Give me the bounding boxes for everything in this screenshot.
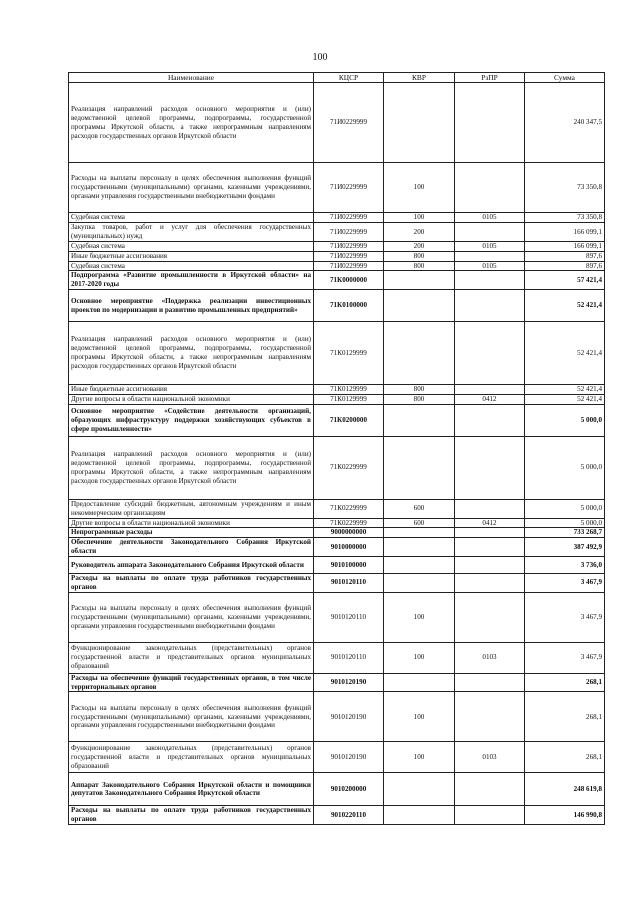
row-kcsr-cell: 71И0229999 <box>314 241 384 251</box>
row-kvr-cell: 200 <box>384 241 455 251</box>
column-header-kcsr: КЦСР <box>314 73 384 83</box>
row-sum-cell: 248 619,8 <box>525 773 605 806</box>
row-kvr-cell <box>384 436 455 499</box>
row-kcsr-cell: 9010120110 <box>314 592 384 642</box>
row-rzpr-cell <box>455 806 525 825</box>
row-sum-cell: 52 421,4 <box>525 385 605 395</box>
row-name-cell: Расходы на выплаты персоналу в целях обеспечения выполнения функций государственными (муниципальными) органами, казенными учреждениями, органами управления государственными внебюджетными фондами <box>69 163 314 213</box>
table-row <box>69 436 605 499</box>
row-name-cell: Другие вопросы в области национальной экономики <box>69 518 314 528</box>
row-kcsr-cell: 9010000000 <box>314 538 384 557</box>
row-name-cell: Закупка товаров, работ и услуг для обеспечения государственных (муниципальных) нужд <box>69 223 314 242</box>
table-row <box>69 538 605 557</box>
table-row <box>69 499 605 518</box>
column-header-rzpr: РзПР <box>455 73 525 83</box>
row-rzpr-cell: 0103 <box>455 742 525 773</box>
table-row <box>69 642 605 673</box>
row-kvr-cell <box>384 271 455 290</box>
table-row <box>69 404 605 436</box>
row-kcsr-cell: 71И0229999 <box>314 213 384 223</box>
row-kvr-cell: 600 <box>384 499 455 518</box>
row-sum-cell: 3 467,9 <box>525 592 605 642</box>
table-row <box>69 557 605 574</box>
table-row <box>69 806 605 825</box>
row-name-cell: Расходы на обеспечение функций государственных органов, в том числе территориальных органов <box>69 673 314 692</box>
row-name-cell: Аппарат Законодательного Собрания Иркутской области и помощники депутатов Законодательного Собрания Иркутской области <box>69 773 314 806</box>
row-kvr-cell <box>384 806 455 825</box>
row-sum-cell: 5 000,0 <box>525 404 605 436</box>
row-sum-cell: 52 421,4 <box>525 322 605 385</box>
row-rzpr-cell: 0103 <box>455 642 525 673</box>
row-kcsr-cell: 71К0129999 <box>314 394 384 404</box>
row-kvr-cell: 100 <box>384 213 455 223</box>
row-kcsr-cell: 71К0229999 <box>314 499 384 518</box>
table-row <box>69 290 605 322</box>
column-header-sum: Сумма <box>525 73 605 83</box>
row-kcsr-cell: 71И0229999 <box>314 261 384 271</box>
table-row <box>69 83 605 163</box>
row-rzpr-cell <box>455 385 525 395</box>
row-rzpr-cell <box>455 673 525 692</box>
column-header-kvr: КВР <box>384 73 455 83</box>
row-kvr-cell: 800 <box>384 394 455 404</box>
row-name-cell: Реализация направлений расходов основного мероприятия и (или) ведомственной целевой программы, подпрограммы, государственной программы Иркутской области, а также непрограммным направлениям расходов государственных органов Иркутской области <box>69 322 314 385</box>
table-row <box>69 528 605 538</box>
row-name-cell: Расходы на выплаты персоналу в целях обеспечения выполнения функций государственными (муниципальными) органами, казенными учреждениями, органами управления государственными внебюджетными фондами <box>69 692 314 742</box>
row-rzpr-cell: 0412 <box>455 518 525 528</box>
row-kvr-cell: 800 <box>384 261 455 271</box>
row-rzpr-cell <box>455 322 525 385</box>
row-kvr-cell: 800 <box>384 251 455 261</box>
table-row <box>69 394 605 404</box>
row-name-cell: Другие вопросы в области национальной экономики <box>69 394 314 404</box>
row-kcsr-cell: 71И0229999 <box>314 83 384 163</box>
table-row <box>69 223 605 242</box>
row-name-cell: Руководитель аппарата Законодательного Собрания Иркутской области <box>69 557 314 574</box>
table-row <box>69 163 605 213</box>
row-rzpr-cell <box>455 404 525 436</box>
row-kvr-cell <box>384 322 455 385</box>
row-sum-cell: 387 492,9 <box>525 538 605 557</box>
row-sum-cell: 3 736,0 <box>525 557 605 574</box>
row-kcsr-cell: 71К0229999 <box>314 518 384 528</box>
row-name-cell: Подпрограмма «Развитие промышленности в Иркутской области» на 2017-2020 годы <box>69 271 314 290</box>
table-row <box>69 213 605 223</box>
row-kvr-cell: 200 <box>384 223 455 242</box>
row-sum-cell: 52 421,4 <box>525 290 605 322</box>
table-row <box>69 322 605 385</box>
row-kvr-cell: 600 <box>384 518 455 528</box>
row-rzpr-cell <box>455 692 525 742</box>
row-kcsr-cell: 9010100000 <box>314 557 384 574</box>
row-kcsr-cell: 9010120110 <box>314 574 384 593</box>
row-kvr-cell: 100 <box>384 742 455 773</box>
row-sum-cell: 268,1 <box>525 692 605 742</box>
row-rzpr-cell: 0105 <box>455 213 525 223</box>
row-sum-cell: 166 099,1 <box>525 223 605 242</box>
row-kcsr-cell: 71К0129999 <box>314 322 384 385</box>
row-name-cell: Реализация направлений расходов основного мероприятия и (или) ведомственной целевой программы, подпрограммы, государственной программы Иркутской области, а также непрограммным направлениям расходов государственных органов Иркутской области <box>69 436 314 499</box>
row-sum-cell: 146 990,8 <box>525 806 605 825</box>
row-name-cell: Основное мероприятие «Поддержка реализации инвестиционных проектов по модернизации и развитию промышленных предприятий» <box>69 290 314 322</box>
row-kvr-cell <box>384 773 455 806</box>
table-row <box>69 261 605 271</box>
table-row <box>69 773 605 806</box>
row-sum-cell: 166 099,1 <box>525 241 605 251</box>
row-sum-cell: 240 347,5 <box>525 83 605 163</box>
row-name-cell: Предоставление субсидий бюджетным, автономным учреждениям и иным некоммерческим организациям <box>69 499 314 518</box>
table-row <box>69 574 605 593</box>
row-kcsr-cell: 71И0229999 <box>314 251 384 261</box>
row-rzpr-cell <box>455 436 525 499</box>
row-kcsr-cell: 71И0229999 <box>314 163 384 213</box>
row-sum-cell: 733 268,7 <box>525 528 605 538</box>
row-name-cell: Непрограммные расходы <box>69 528 314 538</box>
row-name-cell: Функционирование законодательных (представительных) органов государственной власти и представительных органов муниципальных образований <box>69 742 314 773</box>
table-row <box>69 692 605 742</box>
row-kcsr-cell: 9010120190 <box>314 742 384 773</box>
row-kvr-cell: 100 <box>384 163 455 213</box>
row-rzpr-cell: 0412 <box>455 394 525 404</box>
row-kvr-cell <box>384 290 455 322</box>
row-kcsr-cell: 71И0229999 <box>314 223 384 242</box>
row-name-cell: Иные бюджетные ассигнования <box>69 385 314 395</box>
row-kcsr-cell: 9000000000 <box>314 528 384 538</box>
row-name-cell: Расходы на выплаты по оплате труда работников государственных органов <box>69 574 314 593</box>
row-sum-cell: 268,1 <box>525 742 605 773</box>
row-name-cell: Судебная система <box>69 213 314 223</box>
row-sum-cell: 268,1 <box>525 673 605 692</box>
row-kcsr-cell: 71К0000000 <box>314 271 384 290</box>
row-name-cell: Расходы на выплаты персоналу в целях обеспечения выполнения функций государственными (муниципальными) органами, казенными учреждениями, органами управления государственными внебюджетными фондами <box>69 592 314 642</box>
page-number: 100 <box>312 52 328 63</box>
table-row <box>69 271 605 290</box>
row-kcsr-cell: 9010200000 <box>314 773 384 806</box>
row-kvr-cell <box>384 404 455 436</box>
row-rzpr-cell <box>455 83 525 163</box>
table-header-row <box>69 73 605 83</box>
row-rzpr-cell <box>455 223 525 242</box>
row-sum-cell: 57 421,4 <box>525 271 605 290</box>
row-kvr-cell <box>384 673 455 692</box>
row-name-cell: Иные бюджетные ассигнования <box>69 251 314 261</box>
row-kcsr-cell: 9010120190 <box>314 673 384 692</box>
row-rzpr-cell: 0105 <box>455 241 525 251</box>
row-kvr-cell <box>384 83 455 163</box>
row-kcsr-cell: 71К0229999 <box>314 436 384 499</box>
row-sum-cell: 5 000,0 <box>525 518 605 528</box>
table-row <box>69 251 605 261</box>
row-kcsr-cell: 9010120110 <box>314 642 384 673</box>
row-rzpr-cell <box>455 773 525 806</box>
row-name-cell: Функционирование законодательных (представительных) органов государственной власти и представительных органов муниципальных образований <box>69 642 314 673</box>
row-rzpr-cell <box>455 528 525 538</box>
row-kcsr-cell: 9010220110 <box>314 806 384 825</box>
row-kcsr-cell: 71К0129999 <box>314 385 384 395</box>
row-sum-cell: 52 421,4 <box>525 394 605 404</box>
row-sum-cell: 897,6 <box>525 251 605 261</box>
row-sum-cell: 5 000,0 <box>525 499 605 518</box>
row-sum-cell: 897,6 <box>525 261 605 271</box>
row-sum-cell: 73 350,8 <box>525 163 605 213</box>
row-kvr-cell: 100 <box>384 642 455 673</box>
row-name-cell: Судебная система <box>69 261 314 271</box>
row-kvr-cell: 800 <box>384 385 455 395</box>
row-sum-cell: 5 000,0 <box>525 436 605 499</box>
table-row <box>69 742 605 773</box>
table-row <box>69 673 605 692</box>
row-rzpr-cell <box>455 163 525 213</box>
row-kvr-cell: 100 <box>384 692 455 742</box>
row-kcsr-cell: 71К0100000 <box>314 290 384 322</box>
row-sum-cell: 3 467,9 <box>525 642 605 673</box>
row-kvr-cell <box>384 538 455 557</box>
row-rzpr-cell <box>455 557 525 574</box>
row-rzpr-cell <box>455 290 525 322</box>
table-row <box>69 518 605 528</box>
row-rzpr-cell <box>455 271 525 290</box>
row-kvr-cell: 100 <box>384 592 455 642</box>
row-sum-cell: 3 467,9 <box>525 574 605 593</box>
row-rzpr-cell: 0105 <box>455 261 525 271</box>
row-rzpr-cell <box>455 499 525 518</box>
column-header-name: Наименование <box>69 73 314 83</box>
row-name-cell: Обеспечение деятельности Законодательного Собрания Иркутской области <box>69 538 314 557</box>
budget-table <box>68 72 605 825</box>
row-kvr-cell <box>384 557 455 574</box>
row-kcsr-cell: 9010120190 <box>314 692 384 742</box>
row-name-cell: Реализация направлений расходов основного мероприятия и (или) ведомственной целевой программы, подпрограммы, государственной программы Иркутской области, а также непрограммным направлениям расходов государственных органов Иркутской области <box>69 83 314 163</box>
row-rzpr-cell <box>455 592 525 642</box>
row-name-cell: Расходы на выплаты по оплате труда работников государственных органов <box>69 806 314 825</box>
row-kcsr-cell: 71К0200000 <box>314 404 384 436</box>
row-name-cell: Судебная система <box>69 241 314 251</box>
row-rzpr-cell <box>455 251 525 261</box>
row-kvr-cell <box>384 528 455 538</box>
table-row <box>69 592 605 642</box>
table-row <box>69 241 605 251</box>
row-sum-cell: 73 350,8 <box>525 213 605 223</box>
row-rzpr-cell <box>455 574 525 593</box>
row-rzpr-cell <box>455 538 525 557</box>
table-row <box>69 385 605 395</box>
row-name-cell: Основное мероприятие «Содействие деятельности организаций, образующих инфраструктуру поддержки хозяйствующих субъектов в сфере промышленности» <box>69 404 314 436</box>
row-kvr-cell <box>384 574 455 593</box>
